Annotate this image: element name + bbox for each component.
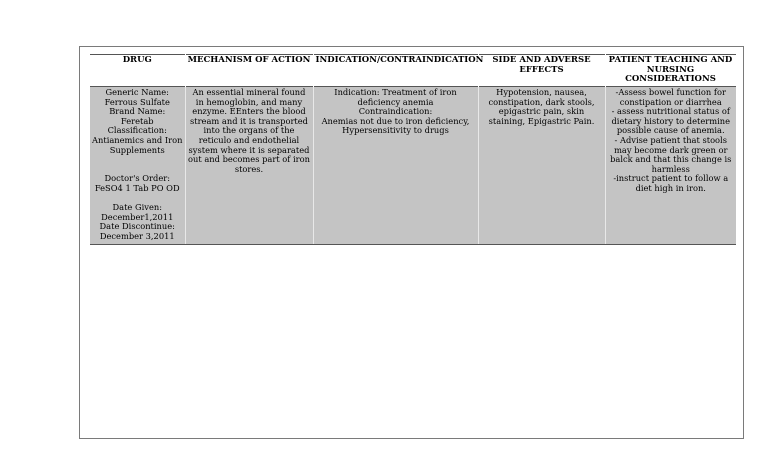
header-side-effects: SIDE AND ADVERSE EFFECTS	[478, 55, 605, 87]
teaching-item: -instruct patient to follow a diet high in iron.	[613, 173, 729, 193]
mechanism-cell	[185, 87, 313, 245]
drug-cell	[90, 87, 185, 245]
contraindication-text: Anemias not due to iron deficiency, Hypersensitivity to drugs	[321, 115, 470, 136]
contraindication-label: Contraindication:	[358, 106, 433, 117]
header-patient-teaching: PATIENT TEACHING AND NURSING CONSIDERATIONS	[605, 55, 736, 87]
generic-name: Generic Name: Ferrous Sulfate	[104, 87, 170, 107]
side-effects-cell	[478, 87, 605, 245]
date-given: December1,2011	[101, 211, 174, 222]
classification: Antianemics and Iron Supplements	[92, 134, 183, 155]
header-indication: INDICATION/CONTRAINDICATION	[313, 55, 478, 87]
header-mechanism: MECHANISM OF ACTION	[185, 55, 313, 87]
side-effects-text: Hypotension, nausea, constipation, dark stools, epigastric pain, skin staining, Epigastric Pain.	[488, 87, 595, 126]
doctors-order: FeSO4 1 Tab PO OD	[94, 182, 180, 193]
mechanism-text: An essential mineral found in hemoglobin, and many enzyme. EEnters the blood stream and it is transported into the organs of the reticulo and endothelial system where it is separated out and becomes part of iron stores.	[188, 87, 310, 174]
doctors-order-label: Doctor's Order:	[104, 173, 171, 184]
table-row	[90, 87, 736, 245]
teaching-item: -Assess bowel function for constipation or diarrhea	[615, 87, 726, 107]
teaching-cell	[605, 87, 736, 245]
date-discontinue-label: Date Discontinue:	[99, 221, 175, 232]
date-given-label: Date Given:	[112, 202, 162, 213]
header-drug: DRUG	[90, 55, 185, 87]
classification-label: Classification:	[107, 125, 167, 136]
teaching-item: - assess nutritional status of dietary history to determine possible cause of anemia.	[611, 106, 730, 136]
indication-text: Indication: Treatment of iron deficiency anemia	[334, 87, 457, 107]
indication-cell	[313, 87, 478, 245]
drug-study-table	[90, 54, 737, 245]
brand-name: Brand Name: Feretab	[109, 106, 166, 126]
table-header-row	[90, 55, 736, 87]
teaching-item: - Advise patient that stools may become dark green or balck and that this change is harmless	[610, 134, 732, 174]
date-discontinue: December 3,2011	[99, 230, 175, 241]
